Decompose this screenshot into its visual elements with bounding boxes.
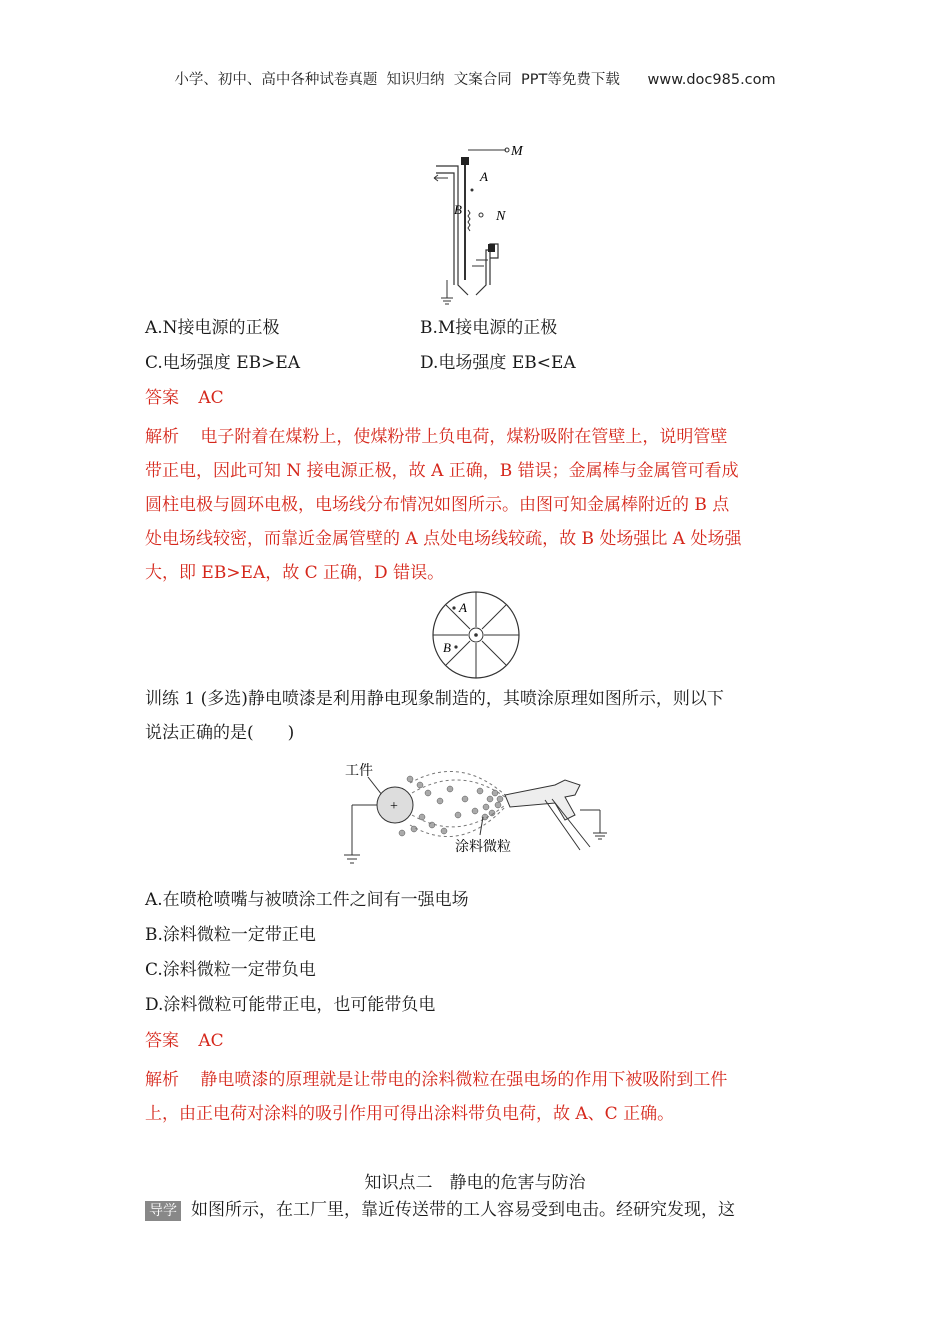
analysis-line: 上，由正电荷对涂料的吸引作用可得出涂料带负电荷，故 A、C 正确。 bbox=[145, 1104, 675, 1124]
intro-text: 如图所示，在工厂里，靠近传送带的工人容易受到电击。经研究发现，这 bbox=[191, 1200, 735, 1220]
q1-answer bbox=[145, 386, 224, 410]
spray-gun-figure bbox=[340, 755, 615, 870]
fig2-label-a: A bbox=[459, 600, 467, 615]
train1-option-d: D.涂料微粒可能带正电，也可能带负电 bbox=[145, 995, 436, 1015]
q1-analysis bbox=[145, 420, 810, 590]
plus-sign: + bbox=[390, 799, 398, 814]
analysis-line: 静电喷漆的原理就是让带电的涂料微粒在强电场的作用下被吸附到工件 bbox=[200, 1070, 728, 1090]
label-b: B bbox=[454, 202, 462, 217]
fig2-label-b: B bbox=[443, 640, 451, 655]
section-title: 知识点二 静电的危害与防治 bbox=[364, 1173, 586, 1193]
analysis-label: 解析 bbox=[145, 427, 179, 447]
q1-option-b: B.M接电源的正极 bbox=[420, 318, 558, 338]
workpiece-label: 工件 bbox=[345, 764, 373, 779]
answer-value: AC bbox=[198, 388, 224, 408]
analysis-line: 处电场线较密，而靠近金属管壁的 A 点处电场线较疏，故 B 处场强比 A 处场强 bbox=[145, 529, 742, 549]
train1-stem-line1 bbox=[145, 687, 724, 711]
answer-label: 答案 bbox=[145, 1031, 179, 1051]
answer-value: AC bbox=[198, 1031, 224, 1051]
radial-field-figure bbox=[431, 590, 521, 680]
answer-label: 答案 bbox=[145, 388, 179, 408]
q1-option-c: C.电场强度 EB>EA bbox=[145, 353, 301, 373]
analysis-line: 电子附着在煤粉上，使煤粉带上负电荷，煤粉吸附在管壁上，说明管壁 bbox=[200, 427, 728, 447]
train1-stem-line2: 说法正确的是( ) bbox=[145, 723, 295, 743]
train1-option-a: A.在喷枪喷嘴与被喷涂工件之间有一强电场 bbox=[145, 890, 469, 910]
train1-option-c: C.涂料微粒一定带负电 bbox=[145, 960, 316, 980]
page-header: 小学、初中、高中各种试卷真题 知识归纳 文案合同 PPT等免费下载 www.doc985.com bbox=[174, 72, 776, 88]
label-n: N bbox=[496, 209, 506, 224]
label-m: M bbox=[511, 144, 523, 159]
q1-option-d: D.电场强度 EB<EA bbox=[420, 353, 576, 373]
train1-answer bbox=[145, 1029, 224, 1053]
analysis-line: 带正电，因此可知 N 接电源正极，故 A 正确，B 错误；金属棒与金属管可看成 bbox=[145, 461, 739, 481]
particles-label: 涂料微粒 bbox=[455, 840, 511, 855]
train1-analysis bbox=[145, 1063, 810, 1131]
analysis-line: 圆柱电极与圆环电极，电场线分布情况如图所示。由图可知金属棒附近的 B 点 bbox=[145, 495, 730, 515]
q1-option-a: A.N接电源的正极 bbox=[145, 318, 280, 338]
analysis-label: 解析 bbox=[145, 1070, 179, 1090]
label-a: A bbox=[480, 169, 488, 184]
analysis-line: 大，即 EB>EA，故 C 正确，D 错误。 bbox=[145, 563, 445, 583]
train1-stem-text: 训练 1 (多选)静电喷漆是利用静电现象制造的，其喷涂原理如图所示，则以下 bbox=[145, 689, 724, 709]
train1-option-b: B.涂料微粒一定带正电 bbox=[145, 925, 316, 945]
guide-badge: 导学 bbox=[145, 1201, 181, 1221]
precipitator-figure bbox=[428, 140, 528, 305]
section-intro bbox=[145, 1198, 735, 1222]
